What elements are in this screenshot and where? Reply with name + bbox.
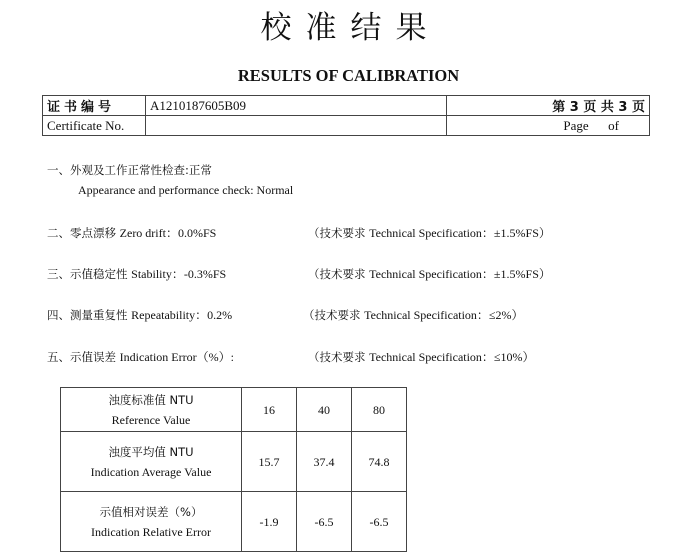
table-cell: 40 <box>297 388 352 432</box>
spec-label-cn: （技术要求 <box>308 350 370 364</box>
table-row <box>61 492 407 552</box>
item-indication-error-cn: 五、示值误差 <box>47 350 120 364</box>
spec-value: Technical Specification：±1.5%FS） <box>369 267 551 281</box>
table-cell: 37.4 <box>297 432 352 492</box>
item-stability-spec <box>308 265 551 282</box>
item-appearance-en: Appearance and performance check: Normal <box>78 183 294 197</box>
table-cell: 16 <box>242 388 297 432</box>
certificate-label-cn: 证书编号 <box>43 96 146 116</box>
table-cell: 74.8 <box>352 432 407 492</box>
item-zero-drift-spec <box>308 224 551 241</box>
page-count-cn: 第 3 页 共 3 页 <box>447 96 650 116</box>
spec-label-cn: （技术要求 <box>308 226 370 240</box>
item-stability-cn: 三、示值稳定性 <box>47 267 132 281</box>
item-indication-error-en: Indication Error（%）: <box>119 350 234 364</box>
spec-value: Technical Specification：≤10%） <box>369 350 535 364</box>
item-repeatability-cn: 四、测量重复性 <box>47 308 132 322</box>
item-appearance <box>47 162 212 178</box>
table-row-header <box>61 388 242 432</box>
table-cell: -6.5 <box>352 492 407 552</box>
page-title-en: RESULTS OF CALIBRATION <box>237 66 460 85</box>
item-repeatability-en: Repeatability：0.2% <box>131 308 233 322</box>
table-row <box>61 388 407 432</box>
table-row-header <box>61 432 242 492</box>
table-cell: -1.9 <box>242 492 297 552</box>
item-appearance-cn: 一、外观及工作正常性检查:正常 <box>47 163 212 177</box>
item-zero-drift-cn: 二、零点漂移 <box>47 226 120 240</box>
row-label-cn: 示值相对误差（%） <box>99 504 203 519</box>
page-title-cn: 校准结果 <box>260 10 441 46</box>
spec-label-cn: （技术要求 <box>303 308 365 322</box>
item-indication-error <box>47 348 234 365</box>
item-zero-drift-en: Zero drift：0.0%FS <box>119 226 217 240</box>
item-repeatability <box>47 306 232 323</box>
item-stability <box>47 265 226 282</box>
row-label-en: Indication Relative Error <box>91 524 211 539</box>
table-cell: 15.7 <box>242 432 297 492</box>
certificate-number-blank <box>146 116 447 136</box>
spec-label-cn: （技术要求 <box>308 267 370 281</box>
table-cell: 80 <box>352 388 407 432</box>
indication-error-table <box>60 387 407 552</box>
page-count-en: Page of <box>447 116 650 136</box>
row-label-en: Indication Average Value <box>90 464 212 479</box>
row-label-en: Reference Value <box>111 412 191 427</box>
table-row-header <box>61 492 242 552</box>
certificate-number: A1210187605B09 <box>146 96 447 116</box>
spec-value: Technical Specification：±1.5%FS） <box>369 226 551 240</box>
certificate-label-en: Certificate No. <box>43 116 146 136</box>
row-label-cn: 浊度标准值 NTU <box>108 392 194 407</box>
item-zero-drift <box>47 224 216 241</box>
certificate-header-table <box>42 95 650 136</box>
item-indication-error-spec <box>308 348 535 365</box>
item-stability-en: Stability：-0.3%FS <box>131 267 227 281</box>
spec-value: Technical Specification：≤2%） <box>364 308 524 322</box>
item-repeatability-spec <box>303 306 524 323</box>
row-label-cn: 浊度平均值 NTU <box>108 444 194 459</box>
table-row <box>61 432 407 492</box>
table-cell: -6.5 <box>297 492 352 552</box>
